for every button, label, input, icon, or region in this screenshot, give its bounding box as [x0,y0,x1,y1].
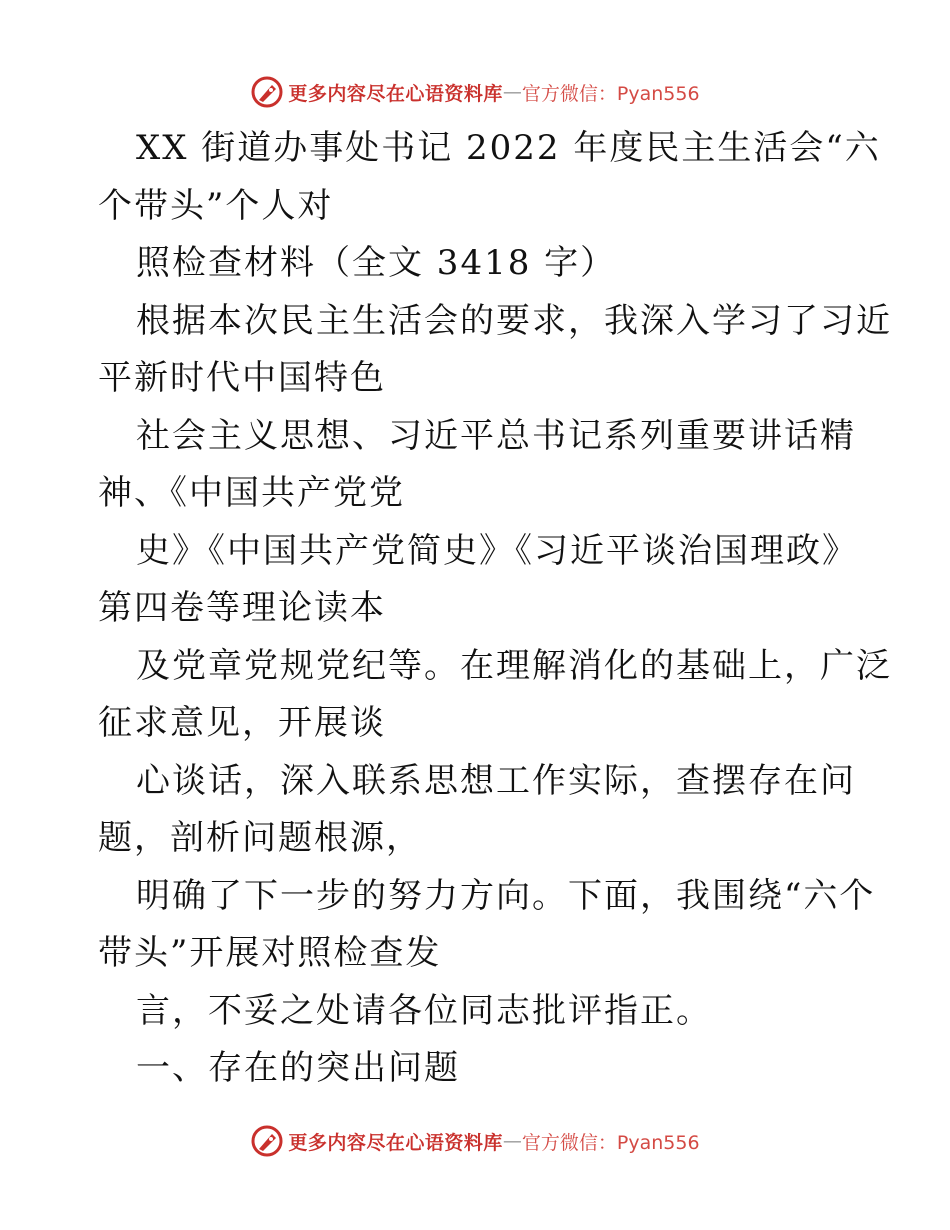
footer-watermark [0,1121,950,1161]
watermark-main-text: 更多内容尽在心语资料库 [288,1131,503,1154]
paragraph-line: 根据本次民主生活会的要求，我深入学习了习近 [136,300,892,341]
watermark-dash: — [502,1130,522,1152]
title-line-3: 照检查材料（全文 3418 字） [136,243,617,283]
paragraph-line: 征求意见，开展谈 [98,703,386,743]
watermark-wechat-text: 官方微信：Pyan556 [521,1131,700,1154]
paragraph-line: 题，剖析问题根源， [98,818,422,858]
paragraph-line: 社会主义思想、习近平总书记系列重要讲话精 [136,415,856,456]
title-line-2: 个带头”个人对 [98,185,334,226]
watermark-main-text: 更多内容尽在心语资料库 [288,82,503,105]
pen-nib-logo-icon [250,75,284,109]
paragraph-line: 及党章党规党纪等。在理解消化的基础上，广泛 [136,645,892,686]
watermark-dash: — [502,81,522,103]
header-watermark [0,72,950,112]
paragraph-line: 心谈话，深入联系思想工作实际，查摆存在问 [136,760,856,801]
pen-nib-logo-icon [250,1124,284,1158]
paragraph-line: 神、《中国共产党党 [98,473,405,513]
document-body [98,120,892,1098]
section-heading: 一、存在的突出问题 [136,1048,460,1088]
paragraph-line: 第四卷等理论读本 [98,588,386,628]
paragraph-line: 平新时代中国特色 [98,358,386,398]
paragraph-line: 带头”开展对照检查发 [98,933,442,973]
paragraph-line: 史》《中国共产党简史》《习近平谈治国理政》 [136,530,858,571]
paragraph-line: 明确了下一步的努力方向。下面，我围绕“六个 [136,875,876,916]
paragraph-line: 言，不妥之处请各位同志批评指正。 [136,990,712,1031]
watermark-wechat-text: 官方微信：Pyan556 [521,82,700,105]
title-line-1: XX 街道办事处书记 2022 年度民主生活会“六 [136,128,881,168]
